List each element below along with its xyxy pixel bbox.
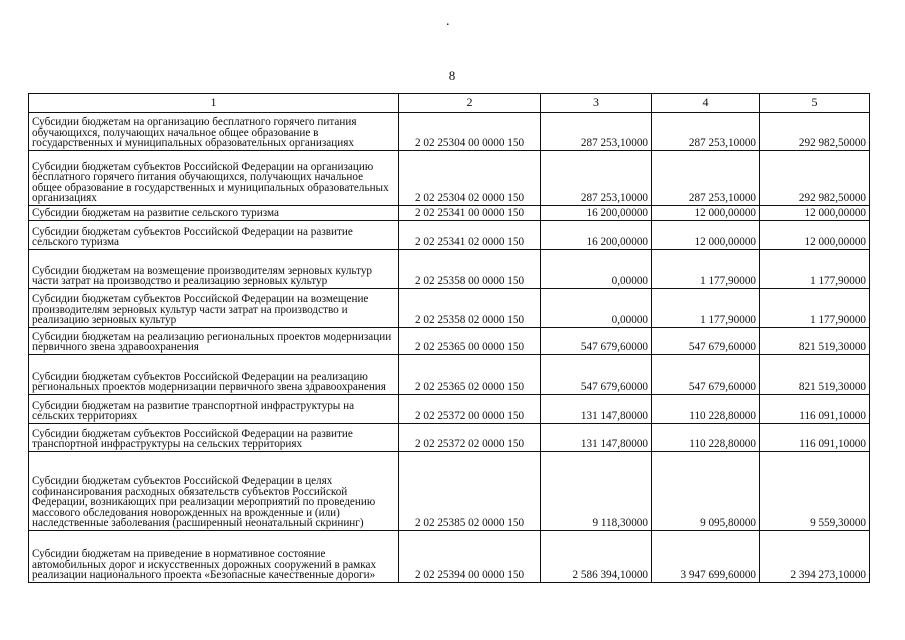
- budget-table: [28, 93, 870, 583]
- row-description: Субсидии бюджетам на возмещение производителям зерновых культур части затрат на производство и реализацию зерновых культур: [29, 250, 399, 289]
- row-value-col3: 131 147,80000: [541, 424, 652, 452]
- row-value-col3: 9 118,30000: [541, 452, 652, 531]
- row-value-col3: 547 679,60000: [541, 355, 652, 395]
- table-row: [29, 250, 870, 289]
- row-value-col4: 1 177,90000: [652, 289, 760, 328]
- row-value-col4: 287 253,10000: [652, 151, 760, 206]
- row-value-col3: 0,00000: [541, 289, 652, 328]
- row-value-col4: 3 947 699,60000: [652, 531, 760, 583]
- row-description: Субсидии бюджетам субъектов Российской Федерации на развитие сельского туризма: [29, 221, 399, 250]
- table-row: [29, 113, 870, 151]
- table-row: [29, 452, 870, 531]
- row-value-col5: 292 982,50000: [760, 151, 870, 206]
- column-header-5: 5: [760, 94, 870, 113]
- table-row: [29, 221, 870, 250]
- page-mark: .: [446, 14, 450, 29]
- table-row: [29, 395, 870, 424]
- row-description: Субсидии бюджетам на реализацию региональных проектов модернизации первичного звена здравоохранения: [29, 328, 399, 355]
- table-row: [29, 206, 870, 221]
- row-value-col5: 1 177,90000: [760, 289, 870, 328]
- row-budget-code: 2 02 25358 00 0000 150: [399, 250, 541, 289]
- row-value-col4: 110 228,80000: [652, 395, 760, 424]
- row-value-col5: 1 177,90000: [760, 250, 870, 289]
- table-row: [29, 424, 870, 452]
- row-value-col5: 12 000,00000: [760, 221, 870, 250]
- row-value-col5: 821 519,30000: [760, 355, 870, 395]
- row-value-col4: 1 177,90000: [652, 250, 760, 289]
- row-description: Субсидии бюджетам субъектов Российской Федерации на организацию бесплатного горячего питания обучающихся, получающих начальное общее образование в государственных и муниципальных образовательных организациях: [29, 151, 399, 206]
- row-value-col3: 287 253,10000: [541, 151, 652, 206]
- table-header-row: [29, 94, 870, 113]
- column-header-2: 2: [399, 94, 541, 113]
- row-budget-code: 2 02 25385 02 0000 150: [399, 452, 541, 531]
- row-description: Субсидии бюджетам субъектов Российской Федерации в целях софинансирования расходных обязательств субъектов Российской Федерации, возникающих при реализации мероприятий по проведению массового обследования новорожденных на врожденные и (или) наследственные заболевания (расширенный неонатальный скрининг): [29, 452, 399, 531]
- table-row: [29, 531, 870, 583]
- row-value-col5: 9 559,30000: [760, 452, 870, 531]
- row-value-col3: 547 679,60000: [541, 328, 652, 355]
- row-description: Субсидии бюджетам субъектов Российской Федерации на возмещение производителям зерновых культур части затрат на производство и реализацию зерновых культур: [29, 289, 399, 328]
- row-description: Субсидии бюджетам субъектов Российской Федерации на развитие транспортной инфраструктуры на сельских территориях: [29, 424, 399, 452]
- column-header-3: 3: [541, 94, 652, 113]
- row-value-col5: 2 394 273,10000: [760, 531, 870, 583]
- row-value-col5: 821 519,30000: [760, 328, 870, 355]
- row-value-col4: 12 000,00000: [652, 221, 760, 250]
- row-budget-code: 2 02 25341 02 0000 150: [399, 221, 541, 250]
- row-value-col4: 547 679,60000: [652, 328, 760, 355]
- row-value-col3: 16 200,00000: [541, 206, 652, 221]
- row-value-col3: 0,00000: [541, 250, 652, 289]
- row-value-col4: 9 095,80000: [652, 452, 760, 531]
- column-header-1: 1: [29, 94, 399, 113]
- row-budget-code: 2 02 25372 00 0000 150: [399, 395, 541, 424]
- column-header-4: 4: [652, 94, 760, 113]
- row-budget-code: 2 02 25372 02 0000 150: [399, 424, 541, 452]
- row-budget-code: 2 02 25341 00 0000 150: [399, 206, 541, 221]
- table-row: [29, 355, 870, 395]
- row-budget-code: 2 02 25365 02 0000 150: [399, 355, 541, 395]
- row-budget-code: 2 02 25394 00 0000 150: [399, 531, 541, 583]
- row-value-col3: 16 200,00000: [541, 221, 652, 250]
- row-description: Субсидии бюджетам на развитие сельского туризма: [29, 206, 399, 221]
- row-value-col5: 12 000,00000: [760, 206, 870, 221]
- row-value-col3: 287 253,10000: [541, 113, 652, 151]
- row-budget-code: 2 02 25304 02 0000 150: [399, 151, 541, 206]
- row-value-col3: 131 147,80000: [541, 395, 652, 424]
- row-description: Субсидии бюджетам на приведение в нормативное состояние автомобильных дорог и искусственных дорожных сооружений в рамках реализации национального проекта «Безопасные качественные дороги»: [29, 531, 399, 583]
- row-description: Субсидии бюджетам субъектов Российской Федерации на реализацию региональных проектов модернизации первичного звена здравоохранения: [29, 355, 399, 395]
- row-value-col5: 292 982,50000: [760, 113, 870, 151]
- row-value-col5: 116 091,10000: [760, 395, 870, 424]
- row-budget-code: 2 02 25358 02 0000 150: [399, 289, 541, 328]
- row-value-col4: 12 000,00000: [652, 206, 760, 221]
- row-budget-code: 2 02 25365 00 0000 150: [399, 328, 541, 355]
- row-value-col5: 116 091,10000: [760, 424, 870, 452]
- row-budget-code: 2 02 25304 00 0000 150: [399, 113, 541, 151]
- row-value-col3: 2 586 394,10000: [541, 531, 652, 583]
- page-number: 8: [448, 68, 456, 83]
- row-description: Субсидии бюджетам на организацию бесплатного горячего питания обучающихся, получающих начальное общее образование в государственных и муниципальных образовательных организациях: [29, 113, 399, 151]
- table-row: [29, 289, 870, 328]
- table-row: [29, 328, 870, 355]
- row-value-col4: 547 679,60000: [652, 355, 760, 395]
- table-row: [29, 151, 870, 206]
- row-value-col4: 287 253,10000: [652, 113, 760, 151]
- row-description: Субсидии бюджетам на развитие транспортной инфраструктуры на сельских территориях: [29, 395, 399, 424]
- row-value-col4: 110 228,80000: [652, 424, 760, 452]
